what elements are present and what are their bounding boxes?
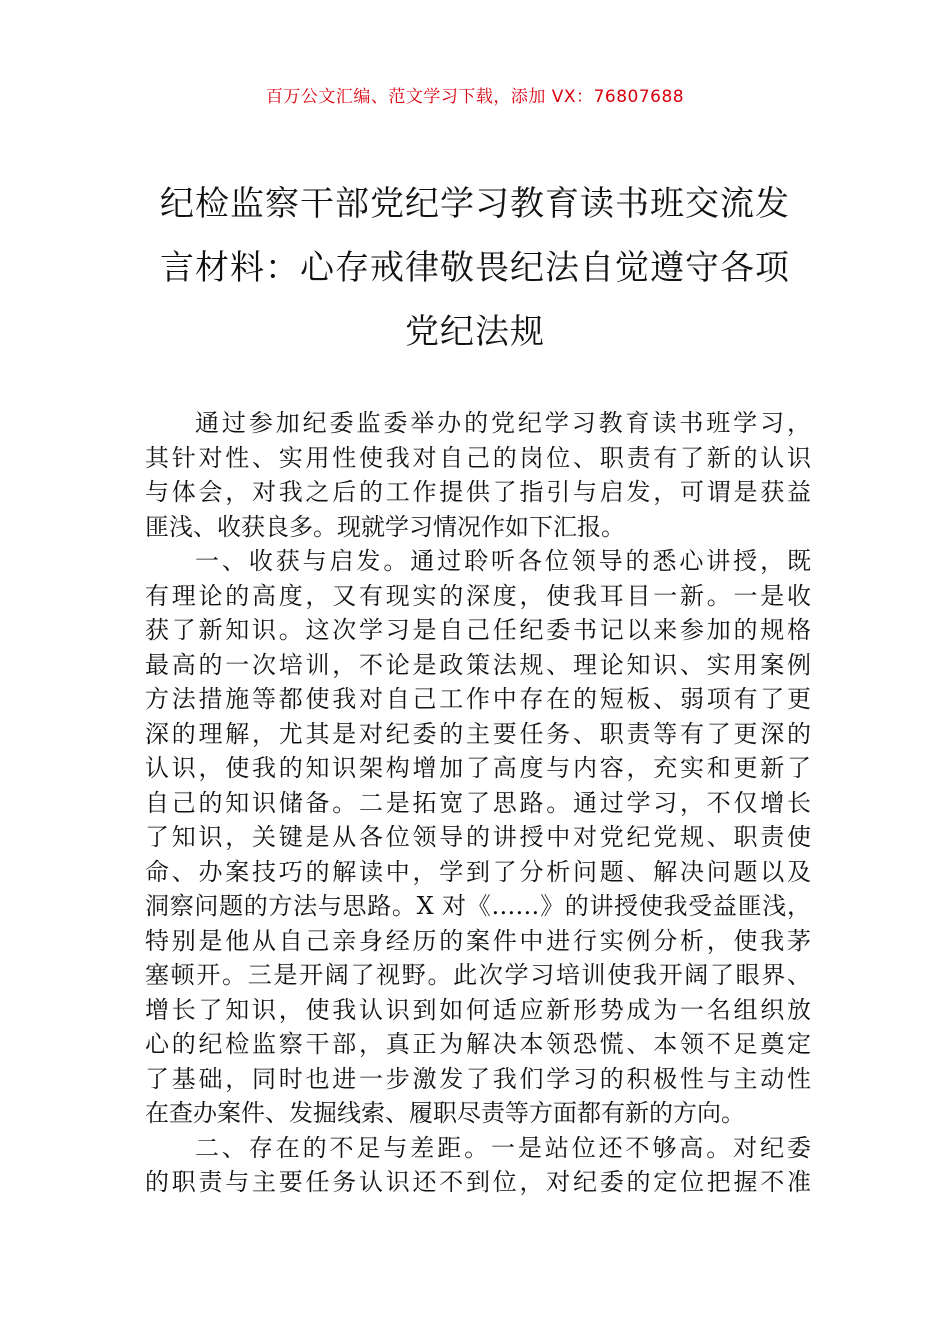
text-line: 匪浅、收获良多。现就学习情况作如下汇报。: [145, 512, 625, 541]
header-note: 百万公文汇编、范文学习下载，添加 VX：76807688: [265, 87, 685, 107]
document-body: [145, 406, 811, 1200]
text-line: 自己的知识储备。二是拓宽了思路。通过学习，不仅增长: [145, 788, 811, 817]
title-line: 党纪法规: [405, 312, 545, 352]
text-line: 一、收获与启发。通过聆听各位领导的悉心讲授，既: [195, 547, 811, 575]
text-line: 在查办案件、发掘线索、履职尽责等方面都有新的方向。: [145, 1099, 745, 1127]
text-line: 认识，使我的知识架构增加了高度与内容，充实和更新了: [145, 754, 811, 782]
title-line: 纪检监察干部党纪学习教育读书班交流发: [160, 184, 790, 224]
text-line: 方法措施等都使我对自己工作中存在的短板、弱项有了更: [145, 685, 811, 713]
text-line: 有理论的高度，又有现实的深度，使我耳目一新。一是收: [145, 581, 811, 610]
text-line: 最高的一次培训，不论是政策法规、理论知识、实用案例: [145, 650, 811, 679]
text-line: 与体会，对我之后的工作提供了指引与启发，可谓是获益: [145, 478, 811, 506]
text-line: 心的纪检监察干部，真正为解决本领恐慌、本领不足奠定: [145, 1030, 811, 1058]
text-line: 命、办案技巧的解读中，学到了分析问题、解决问题以及: [145, 857, 811, 886]
paragraph-gains: [145, 544, 811, 1131]
text-line: 二、存在的不足与差距。一是站位还不够高。对纪委: [195, 1133, 811, 1162]
paragraph-intro: [145, 406, 811, 544]
text-line: 特别是他从自己亲身经历的案件中进行实例分析，使我茅: [145, 926, 811, 955]
text-line: 塞顿开。三是开阔了视野。此次学习培训使我开阔了眼界、: [145, 961, 811, 989]
text-line: 洞察问题的方法与思路。X 对《……》的讲授使我受益匪浅，: [145, 892, 811, 920]
text-line: 通过参加纪委监委举办的党纪学习教育读书班学习，: [195, 409, 811, 437]
text-line: 增长了知识，使我认识到如何适应新形势成为一名组织放: [145, 995, 811, 1024]
text-line: 其针对性、实用性使我对自己的岗位、职责有了新的认识: [145, 443, 811, 472]
text-line: 了基础，同时也进一步激发了我们学习的积极性与主动性: [145, 1064, 811, 1093]
text-line: 的职责与主要任务认识还不到位，对纪委的定位把握不准: [145, 1168, 811, 1196]
title-line: 言材料：心存戒律敬畏纪法自觉遵守各项: [160, 248, 790, 288]
text-line: 深的理解，尤其是对纪委的主要任务、职责等有了更深的: [145, 719, 811, 748]
paragraph-shortcomings: [145, 1131, 811, 1200]
text-line: 获了新知识。这次学习是自己任纪委书记以来参加的规格: [145, 616, 811, 644]
text-line: 了知识，关键是从各位领导的讲授中对党纪党规、职责使: [145, 823, 811, 851]
document-title: [140, 172, 810, 364]
